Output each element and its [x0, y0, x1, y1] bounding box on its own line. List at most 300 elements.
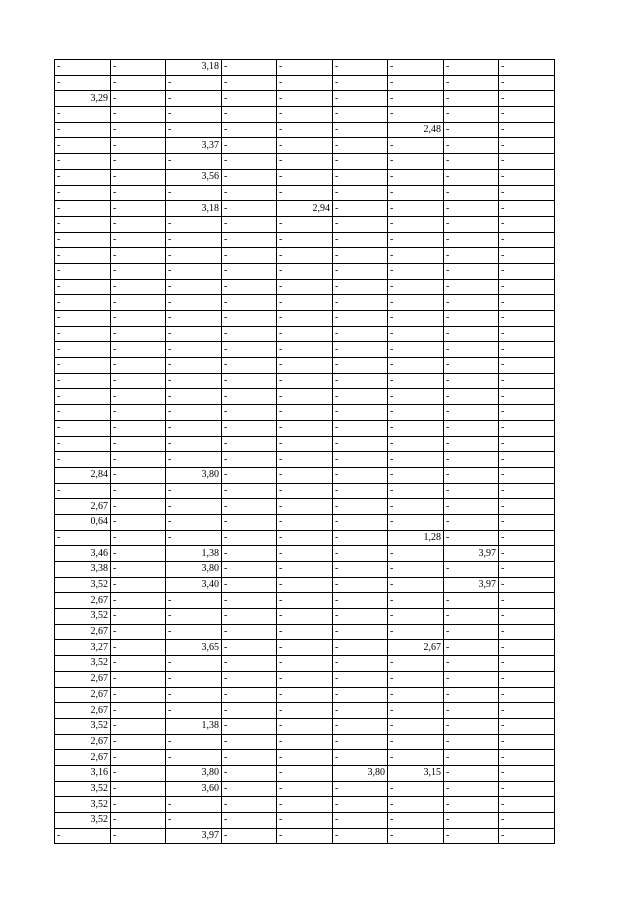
table-cell: - [333, 216, 388, 232]
table-cell: - [388, 389, 444, 405]
table-cell: - [499, 671, 555, 687]
table-cell: - [499, 609, 555, 625]
table-cell: - [333, 138, 388, 154]
table-cell: - [222, 185, 277, 201]
table-cell: - [222, 232, 277, 248]
table-cell: 3,15 [388, 765, 444, 781]
table-cell: 3,52 [55, 718, 111, 734]
table-cell: - [388, 452, 444, 468]
table-cell: 2,67 [55, 734, 111, 750]
table-cell: - [222, 373, 277, 389]
table-cell: - [222, 562, 277, 578]
table-cell: - [333, 781, 388, 797]
table-row [55, 373, 555, 389]
table-cell: - [55, 483, 111, 499]
table-cell: - [222, 60, 277, 76]
table-cell: - [388, 483, 444, 499]
table-row [55, 311, 555, 327]
table-cell: - [388, 467, 444, 483]
table-cell: - [277, 75, 333, 91]
table-row [55, 295, 555, 311]
table-cell: - [166, 530, 222, 546]
table-cell: - [166, 91, 222, 107]
table-cell: - [166, 452, 222, 468]
table-cell: 3,16 [55, 765, 111, 781]
table-cell: - [333, 295, 388, 311]
table-cell: - [388, 797, 444, 813]
table-cell: - [55, 201, 111, 217]
table-cell: - [444, 405, 499, 421]
table-cell: - [166, 436, 222, 452]
table-cell: - [55, 232, 111, 248]
table-cell: - [388, 75, 444, 91]
table-cell: - [444, 703, 499, 719]
table-cell: - [55, 530, 111, 546]
table-cell: - [111, 577, 166, 593]
table-cell: 3,97 [444, 577, 499, 593]
table-cell: - [55, 295, 111, 311]
table-row [55, 671, 555, 687]
table-cell: 3,97 [444, 546, 499, 562]
table-row [55, 154, 555, 170]
table-cell: - [277, 734, 333, 750]
table-cell: 3,97 [166, 828, 222, 844]
table-row [55, 122, 555, 138]
table-cell: - [277, 216, 333, 232]
table-cell: - [499, 703, 555, 719]
table-cell: - [111, 828, 166, 844]
table-cell: - [388, 671, 444, 687]
table-cell: - [166, 295, 222, 311]
table-cell: - [388, 279, 444, 295]
table-cell: - [111, 718, 166, 734]
table-cell: - [444, 154, 499, 170]
table-cell: - [333, 60, 388, 76]
table-cell: - [333, 326, 388, 342]
table-cell: - [444, 279, 499, 295]
table-cell: - [388, 828, 444, 844]
table-cell: - [499, 624, 555, 640]
table-cell: - [388, 420, 444, 436]
table-cell: - [222, 342, 277, 358]
table-cell: - [111, 232, 166, 248]
table-cell: - [444, 436, 499, 452]
table-cell: - [55, 60, 111, 76]
table-cell: - [444, 624, 499, 640]
table-cell: - [499, 813, 555, 829]
table-row [55, 248, 555, 264]
table-cell: - [333, 593, 388, 609]
table-cell: - [166, 389, 222, 405]
table-cell: - [333, 530, 388, 546]
table-cell: - [55, 389, 111, 405]
table-cell: 3,52 [55, 577, 111, 593]
table-cell: - [388, 624, 444, 640]
table-row [55, 420, 555, 436]
table-cell: - [277, 248, 333, 264]
table-cell: - [499, 373, 555, 389]
table-cell: - [499, 420, 555, 436]
table-cell: - [111, 750, 166, 766]
table-cell: - [499, 640, 555, 656]
table-cell: - [111, 60, 166, 76]
table-cell: - [499, 389, 555, 405]
table-cell: - [388, 326, 444, 342]
table-cell: - [444, 420, 499, 436]
table-row [55, 577, 555, 593]
table-cell: - [111, 530, 166, 546]
table-cell: - [499, 169, 555, 185]
table-cell: - [166, 624, 222, 640]
table-cell: - [111, 687, 166, 703]
table-cell: - [222, 640, 277, 656]
table-cell: 3,52 [55, 656, 111, 672]
table-row [55, 562, 555, 578]
table-cell: - [111, 107, 166, 123]
table-cell: - [55, 326, 111, 342]
table-cell: - [388, 358, 444, 374]
table-cell: - [388, 60, 444, 76]
table-cell: - [277, 467, 333, 483]
table-row [55, 216, 555, 232]
table-cell: - [55, 452, 111, 468]
table-cell: - [499, 593, 555, 609]
table-cell: - [277, 389, 333, 405]
table-cell: - [444, 295, 499, 311]
table-cell: - [333, 483, 388, 499]
table-cell: - [111, 342, 166, 358]
table-cell: - [222, 813, 277, 829]
table-cell: 2,67 [55, 750, 111, 766]
table-cell: - [277, 263, 333, 279]
table-cell: - [333, 389, 388, 405]
data-table [54, 59, 555, 844]
table-cell: - [388, 687, 444, 703]
table-cell: - [222, 467, 277, 483]
table-cell: - [388, 107, 444, 123]
table-cell: - [333, 813, 388, 829]
table-cell: - [333, 452, 388, 468]
table-cell: - [333, 624, 388, 640]
table-cell: - [499, 248, 555, 264]
table-cell: - [333, 185, 388, 201]
table-cell: - [444, 232, 499, 248]
table-cell: - [333, 703, 388, 719]
table-cell: - [111, 248, 166, 264]
table-cell: - [444, 687, 499, 703]
table-cell: - [166, 499, 222, 515]
table-cell: - [166, 483, 222, 499]
table-cell: - [166, 703, 222, 719]
table-cell: - [333, 75, 388, 91]
table-cell: - [166, 279, 222, 295]
table-cell: - [111, 467, 166, 483]
table-cell: - [222, 122, 277, 138]
table-cell: 2,94 [277, 201, 333, 217]
table-cell: - [111, 201, 166, 217]
table-cell: - [111, 656, 166, 672]
table-row [55, 91, 555, 107]
table-cell: - [277, 185, 333, 201]
table-row [55, 514, 555, 530]
table-cell: 3,80 [166, 562, 222, 578]
table-cell: - [222, 546, 277, 562]
table-cell: - [444, 671, 499, 687]
table-cell: - [333, 373, 388, 389]
table-cell: - [388, 248, 444, 264]
table-cell: - [444, 185, 499, 201]
table-cell: - [222, 687, 277, 703]
table-row [55, 201, 555, 217]
table-cell: - [277, 295, 333, 311]
table-cell: - [388, 546, 444, 562]
table-cell: - [111, 373, 166, 389]
table-cell: - [277, 530, 333, 546]
table-cell: - [111, 499, 166, 515]
table-cell: - [222, 358, 277, 374]
table-cell: - [55, 436, 111, 452]
table-row [55, 60, 555, 76]
table-cell: - [333, 169, 388, 185]
table-row [55, 232, 555, 248]
table-row [55, 781, 555, 797]
table-cell: - [444, 452, 499, 468]
table-cell: - [444, 467, 499, 483]
table-cell: - [388, 514, 444, 530]
table-cell: - [499, 781, 555, 797]
table-cell: - [333, 420, 388, 436]
table-cell: - [166, 420, 222, 436]
table-cell: - [388, 593, 444, 609]
table-cell: - [277, 703, 333, 719]
table-cell: - [444, 609, 499, 625]
table-cell: - [111, 797, 166, 813]
table-cell: - [222, 656, 277, 672]
table-cell: - [222, 201, 277, 217]
table-cell: - [166, 358, 222, 374]
table-cell: - [222, 593, 277, 609]
table-row [55, 797, 555, 813]
table-cell: - [277, 358, 333, 374]
table-cell: - [111, 216, 166, 232]
table-cell: - [222, 828, 277, 844]
table-cell: - [222, 405, 277, 421]
table-cell: - [499, 828, 555, 844]
table-cell: - [388, 169, 444, 185]
table-cell: - [111, 420, 166, 436]
table-cell: - [388, 781, 444, 797]
table-cell: - [333, 467, 388, 483]
table-row [55, 593, 555, 609]
table-cell: 0,64 [55, 514, 111, 530]
table-cell: - [444, 530, 499, 546]
table-cell: - [499, 326, 555, 342]
table-cell: - [333, 499, 388, 515]
table-cell: - [499, 546, 555, 562]
table-cell: - [499, 60, 555, 76]
table-cell: - [222, 169, 277, 185]
table-cell: - [333, 797, 388, 813]
table-cell: - [388, 436, 444, 452]
table-cell: - [277, 405, 333, 421]
table-row [55, 499, 555, 515]
table-cell: - [166, 342, 222, 358]
table-cell: - [444, 311, 499, 327]
table-cell: 2,67 [388, 640, 444, 656]
table-cell: - [222, 248, 277, 264]
table-row [55, 718, 555, 734]
table-cell: 3,80 [166, 467, 222, 483]
table-cell: - [55, 828, 111, 844]
table-cell: - [444, 765, 499, 781]
table-row [55, 813, 555, 829]
table-cell: - [166, 671, 222, 687]
table-cell: - [277, 687, 333, 703]
table-cell: - [499, 530, 555, 546]
table-cell: - [277, 514, 333, 530]
table-cell: - [111, 295, 166, 311]
table-cell: - [277, 452, 333, 468]
table-cell: - [333, 91, 388, 107]
table-cell: - [222, 765, 277, 781]
table-cell: 3,56 [166, 169, 222, 185]
table-row [55, 734, 555, 750]
table-row [55, 609, 555, 625]
table-cell: - [444, 828, 499, 844]
table-cell: - [166, 514, 222, 530]
table-row [55, 389, 555, 405]
table-row [55, 436, 555, 452]
table-cell: - [499, 91, 555, 107]
table-cell: - [55, 216, 111, 232]
table-cell: - [166, 734, 222, 750]
table-row [55, 640, 555, 656]
table-cell: - [111, 514, 166, 530]
table-row [55, 75, 555, 91]
table-cell: 3,80 [166, 765, 222, 781]
table-cell: - [277, 640, 333, 656]
table-cell: 3,29 [55, 91, 111, 107]
table-cell: - [277, 828, 333, 844]
table-cell: - [333, 656, 388, 672]
table-cell: - [499, 405, 555, 421]
table-cell: - [499, 452, 555, 468]
table-cell: - [222, 750, 277, 766]
table-cell: - [333, 154, 388, 170]
table-row [55, 342, 555, 358]
table-cell: - [388, 656, 444, 672]
table-cell: - [333, 734, 388, 750]
table-cell: - [333, 436, 388, 452]
table-cell: 1,38 [166, 718, 222, 734]
table-cell: - [444, 216, 499, 232]
table-cell: - [166, 813, 222, 829]
table-cell: - [166, 154, 222, 170]
table-row [55, 828, 555, 844]
table-cell: - [222, 91, 277, 107]
table-cell: - [444, 201, 499, 217]
table-cell: - [111, 546, 166, 562]
table-cell: - [333, 640, 388, 656]
table-cell: - [277, 279, 333, 295]
table-cell: - [499, 750, 555, 766]
table-cell: - [111, 624, 166, 640]
table-cell: 2,67 [55, 593, 111, 609]
table-cell: - [222, 420, 277, 436]
table-cell: - [111, 138, 166, 154]
table-cell: - [166, 232, 222, 248]
table-cell: - [166, 656, 222, 672]
table-cell: - [277, 562, 333, 578]
table-body [55, 60, 555, 844]
table-cell: - [333, 263, 388, 279]
table-cell: 3,65 [166, 640, 222, 656]
table-cell: - [444, 734, 499, 750]
table-cell: - [222, 436, 277, 452]
table-cell: - [277, 154, 333, 170]
table-cell: - [388, 813, 444, 829]
table-cell: - [111, 185, 166, 201]
table-cell: - [111, 279, 166, 295]
table-cell: - [166, 373, 222, 389]
table-cell: - [388, 154, 444, 170]
table-cell: - [166, 405, 222, 421]
table-cell: - [166, 687, 222, 703]
table-cell: - [499, 483, 555, 499]
table-cell: 3,80 [333, 765, 388, 781]
table-cell: - [111, 734, 166, 750]
table-cell: - [388, 311, 444, 327]
table-cell: - [333, 279, 388, 295]
table-cell: - [499, 311, 555, 327]
table-row [55, 263, 555, 279]
table-row [55, 405, 555, 421]
table-cell: - [111, 483, 166, 499]
table-cell: - [222, 624, 277, 640]
table-cell: - [277, 750, 333, 766]
table-cell: - [166, 797, 222, 813]
table-cell: - [333, 122, 388, 138]
table-cell: - [444, 483, 499, 499]
table-cell: - [222, 326, 277, 342]
table-cell: - [111, 75, 166, 91]
table-cell: - [277, 546, 333, 562]
table-cell: - [166, 609, 222, 625]
table-cell: - [277, 593, 333, 609]
table-cell: - [55, 138, 111, 154]
table-cell: - [444, 91, 499, 107]
table-cell: 3,52 [55, 609, 111, 625]
table-cell: - [444, 656, 499, 672]
table-cell: 2,67 [55, 671, 111, 687]
table-cell: - [444, 373, 499, 389]
table-cell: - [499, 562, 555, 578]
table-cell: - [388, 342, 444, 358]
table-cell: - [388, 750, 444, 766]
table-cell: 2,67 [55, 703, 111, 719]
table-cell: - [499, 797, 555, 813]
table-cell: - [111, 593, 166, 609]
table-row [55, 546, 555, 562]
table-cell: - [277, 609, 333, 625]
table-cell: - [499, 436, 555, 452]
table-row [55, 452, 555, 468]
table-cell: - [55, 279, 111, 295]
table-cell: - [444, 138, 499, 154]
table-cell: - [222, 609, 277, 625]
table-cell: - [222, 671, 277, 687]
table-cell: - [277, 577, 333, 593]
